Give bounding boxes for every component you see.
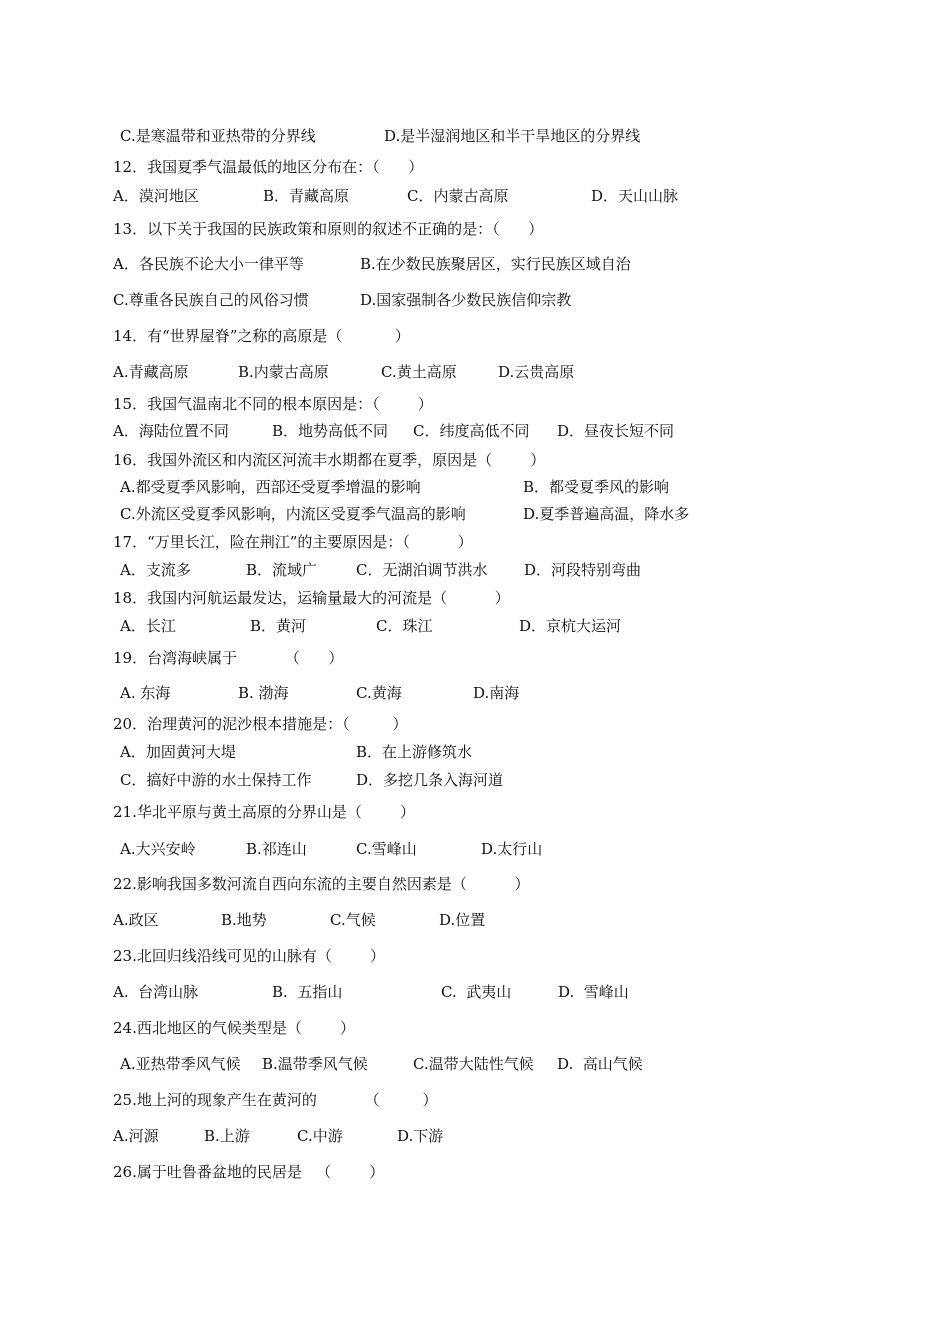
question-26: 26.属于吐鲁番盆地的民居是 （ ） <box>113 1163 385 1181</box>
q25-option-b: B.上游 <box>204 1127 250 1145</box>
q22-option-b: B.地势 <box>221 911 267 929</box>
q22-option-a: A.政区 <box>113 911 159 929</box>
q13-option-c: C.尊重各民族自己的风俗习惯 <box>113 291 309 309</box>
q15-option-d: D．昼夜长短不同 <box>557 422 675 440</box>
q17-option-a: A．支流多 <box>120 561 191 579</box>
question-20: 20．治理黄河的泥沙根本措施是：（ ） <box>113 715 408 733</box>
q19-option-c: C.黄海 <box>356 684 402 702</box>
question-16: 16．我国外流区和内流区河流丰水期都在夏季，原因是（ ） <box>113 451 546 469</box>
q23-option-d: D. 雪峰山 <box>558 983 629 1001</box>
q15-option-a: A．海陆位置不同 <box>113 422 229 440</box>
q19-option-d: D.南海 <box>473 684 520 702</box>
q23-option-a: A. 台湾山脉 <box>113 983 199 1001</box>
q14-option-a: A.青藏高原 <box>113 363 189 381</box>
question-23: 23.北回归线沿线可见的山脉有（ ） <box>113 947 386 965</box>
q20-option-b: B．在上游修筑水 <box>356 743 473 761</box>
q21-option-d: D.太行山 <box>481 840 543 858</box>
question-22: 22.影响我国多数河流自西向东流的主要自然因素是（ ） <box>113 875 530 893</box>
q19-option-b: B. 渤海 <box>238 684 289 702</box>
q16-option-a: A.都受夏季风影响，西部还受夏季增温的影响 <box>120 478 421 496</box>
question-15: 15．我国气温南北不同的根本原因是：（ ） <box>113 395 433 413</box>
q20-option-c: C．搞好中游的水土保持工作 <box>120 771 312 789</box>
q15-option-c: C．纬度高低不同 <box>413 422 530 440</box>
q19-option-a: A. 东海 <box>120 684 171 702</box>
question-14: 14．有“世界屋脊”之称的高原是（ ） <box>113 327 410 345</box>
q16-option-b: B．都受夏季风的影响 <box>523 478 670 496</box>
q12-option-b: B．青藏高原 <box>263 187 350 205</box>
q13-option-b: B.在少数民族聚居区，实行民族区域自治 <box>360 255 631 273</box>
question-13: 13．以下关于我国的民族政策和原则的叙述不正确的是：（ ） <box>113 220 544 238</box>
q11-option-d: D.是半湿润地区和半干旱地区的分界线 <box>384 127 641 145</box>
question-17: 17．“万里长江，险在荆江”的主要原因是：（ ） <box>113 533 473 551</box>
q12-option-c: C．内蒙古高原 <box>407 187 509 205</box>
question-19: 19．台湾海峡属于 （ ） <box>113 649 344 667</box>
q12-option-a: A．漠河地区 <box>113 187 199 205</box>
question-21: 21.华北平原与黄土高原的分界山是（ ） <box>113 803 416 821</box>
q17-option-d: D．河段特别弯曲 <box>524 561 642 579</box>
q24-option-a: A.亚热带季风气候 <box>120 1055 241 1073</box>
question-25: 25.地上河的现象产生在黄河的 （ ） <box>113 1091 438 1109</box>
q24-option-c: C.温带大陆性气候 <box>413 1055 534 1073</box>
question-18: 18．我国内河航运最发达，运输量最大的河流是（ ） <box>113 589 510 607</box>
q14-option-d: D.云贵高原 <box>498 363 575 381</box>
q25-option-d: D.下游 <box>397 1127 444 1145</box>
q23-option-b: B. 五指山 <box>272 983 343 1001</box>
q24-option-b: B.温带季风气候 <box>262 1055 368 1073</box>
q13-option-d: D.国家强制各少数民族信仰宗教 <box>360 291 572 309</box>
q20-option-a: A．加固黄河大堤 <box>120 743 236 761</box>
q23-option-c: C. 武夷山 <box>441 983 512 1001</box>
q18-option-a: A．长江 <box>120 617 176 635</box>
q18-option-d: D．京杭大运河 <box>519 617 622 635</box>
q18-option-b: B．黄河 <box>250 617 307 635</box>
q14-option-b: B.内蒙古高原 <box>238 363 329 381</box>
q18-option-c: C．珠江 <box>376 617 433 635</box>
q16-option-d: D.夏季普遍高温，降水多 <box>523 505 690 523</box>
q24-option-d: D. 高山气候 <box>557 1055 643 1073</box>
q25-option-a: A.河源 <box>113 1127 159 1145</box>
q21-option-b: B.祁连山 <box>246 840 307 858</box>
q13-option-a: A．各民族不论大小一律平等 <box>113 255 304 273</box>
q14-option-c: C.黄土高原 <box>381 363 457 381</box>
q12-option-d: D．天山山脉 <box>591 187 679 205</box>
q21-option-c: C.雪峰山 <box>356 840 417 858</box>
q20-option-d: D．多挖几条入海河道 <box>356 771 504 789</box>
q15-option-b: B．地势高低不同 <box>272 422 389 440</box>
question-24: 24.西北地区的气候类型是（ ） <box>113 1019 356 1037</box>
q21-option-a: A.大兴安岭 <box>120 840 196 858</box>
question-12: 12．我国夏季气温最低的地区分布在：（ ） <box>113 158 424 176</box>
q22-option-c: C.气候 <box>330 911 376 929</box>
q22-option-d: D.位置 <box>439 911 486 929</box>
q25-option-c: C.中游 <box>297 1127 343 1145</box>
q11-option-c: C.是寒温带和亚热带的分界线 <box>120 127 316 145</box>
q17-option-c: C．无湖泊调节洪水 <box>356 561 488 579</box>
q17-option-b: B．流域广 <box>246 561 318 579</box>
q16-option-c: C.外流区受夏季风影响，内流区受夏季气温高的影响 <box>120 505 466 523</box>
